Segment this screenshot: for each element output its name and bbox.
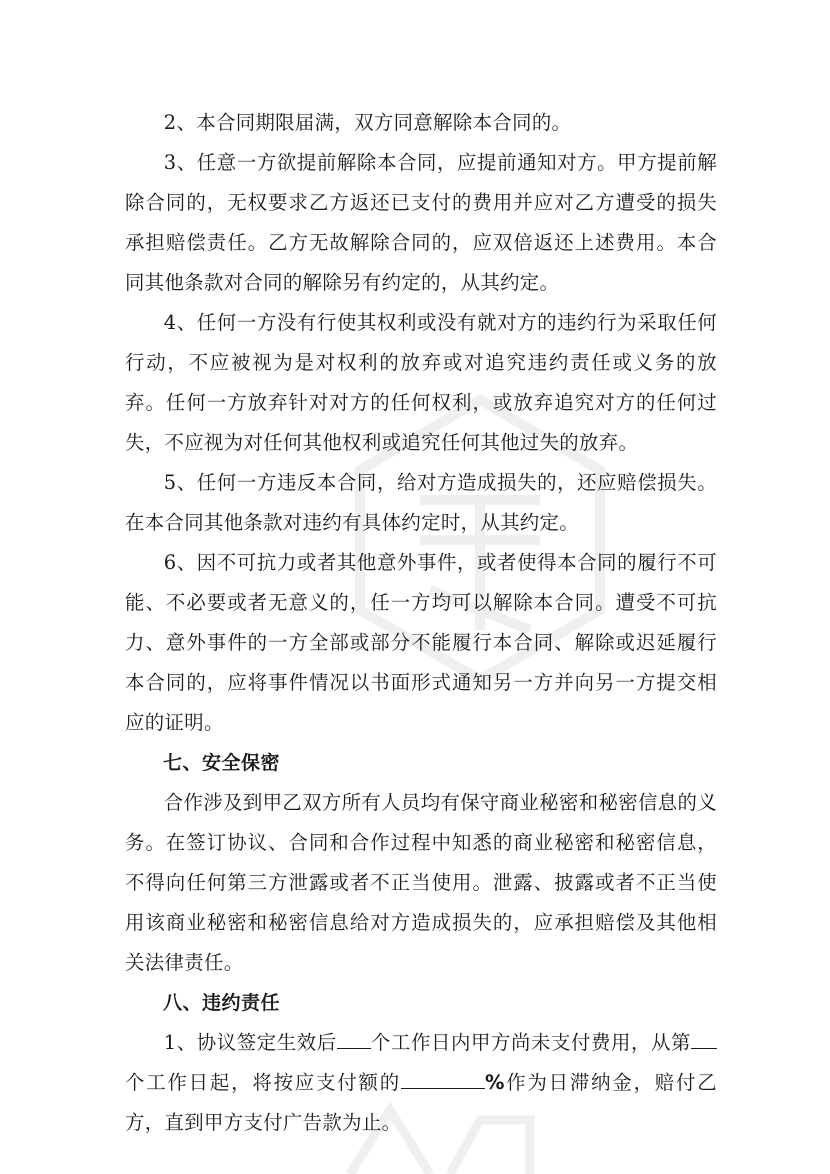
- clause-2: 2、本合同期限届满，双方同意解除本合同的。: [163, 111, 572, 134]
- contract-body: [125, 103, 717, 1143]
- days-blank-field[interactable]: [337, 1026, 371, 1049]
- percent-sign: %: [484, 1071, 505, 1094]
- rate-blank-field[interactable]: [401, 1066, 485, 1089]
- clause-1-text-a: 1、协议签定生效后: [163, 1031, 337, 1054]
- clause-3: 3、任意一方欲提前解除本合同，应提前通知对方。甲方提前解除合同的，无权要求乙方返还已支付的费用并应对乙方遭受的损失承担赔偿责任。乙方无故解除合同的，应双倍返还上述费用。本合同其他条款对合同的解除另有约定的，从其约定。: [125, 151, 717, 294]
- clause-6: 6、因不可抗力或者其他意外事件，或者使得本合同的履行不可能、不必要或者无意义的，任一方均可以解除本合同。遭受不可抗力、意外事件的一方全部或部分不能履行本合同、解除或迟延履行本合同的，应将事件情况以书面形式通知另一方并向另一方提交相应的证明。: [125, 551, 717, 734]
- section-8-heading: 八、违约责任: [163, 992, 281, 1014]
- clause-4: 4、任何一方没有行使其权利或没有就对方的违约行为采取任何行动，不应被视为是对权利的放弃或对追究违约责任或义务的放弃。任何一方放弃针对对方的任何权利，或放弃追究对方的任何过失，不应视为对任何其他权利或追究任何其他过失的放弃。: [125, 311, 717, 454]
- start-day-blank-field[interactable]: [691, 1026, 717, 1049]
- section-8-clause-1: [125, 1023, 717, 1143]
- clause-1-text-d: 作为日滞纳金，赔付乙方，直到甲方支付广告款为止。: [125, 1071, 717, 1134]
- clause-1-text-c: 个工作日起，将按应支付额的: [125, 1071, 401, 1094]
- section-7-heading: 七、安全保密: [163, 752, 281, 774]
- section-7-body: 合作涉及到甲乙双方所有人员均有保守商业秘密和秘密信息的义务。在签订协议、合同和合作过程中知悉的商业秘密和秘密信息，不得向任何第三方泄露或者不正当使用。泄露、披露或者不正当使用该商业秘密和秘密信息给对方造成损失的，应承担赔偿及其他相关法律责任。: [125, 791, 717, 974]
- clause-1-text-b: 个工作日内甲方尚未支付费用，从第: [370, 1031, 691, 1054]
- clause-5: 5、任何一方违反本合同，给对方造成损失的，还应赔偿损失。在本合同其他条款对违约有具体约定时，从其约定。: [125, 471, 717, 534]
